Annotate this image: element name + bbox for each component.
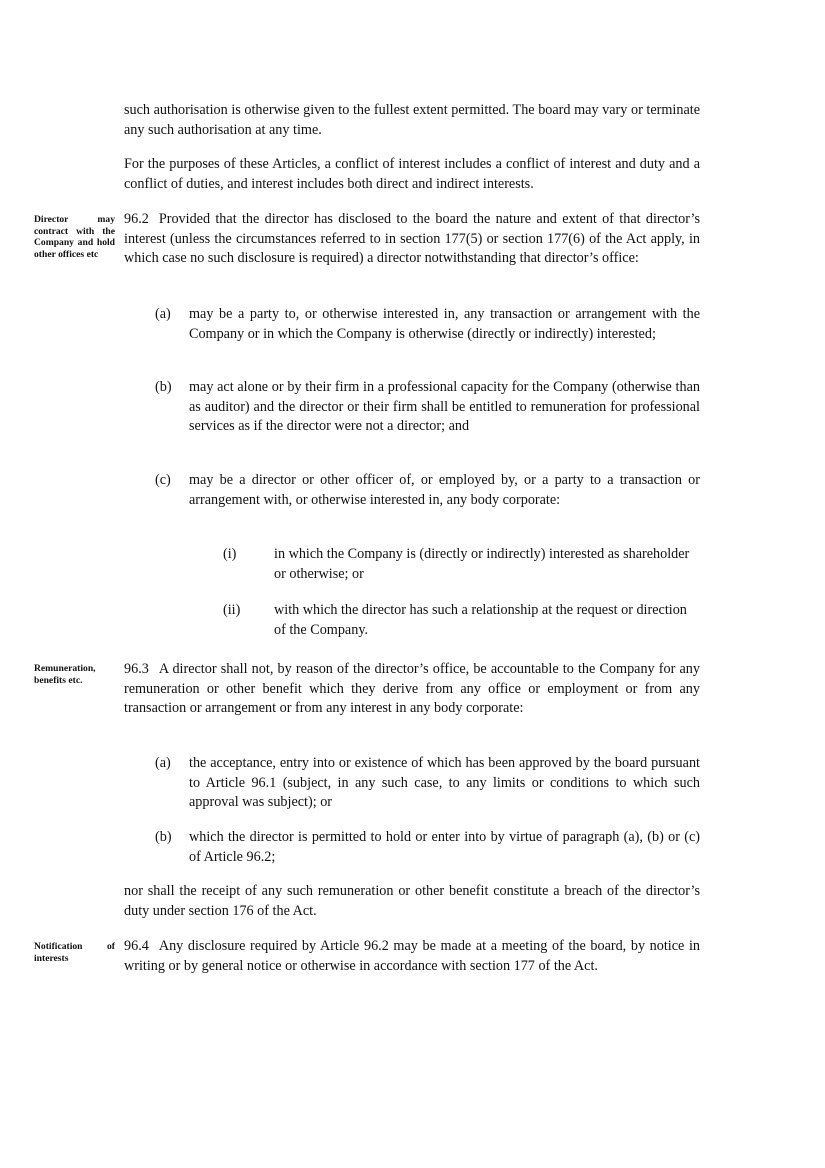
article-text: A director shall not, by reason of the director’s office, be accountable to the Company for any remuneration or other benefit which they derive from any office or employment or from any transaction or arrangement or from any interest in any body corporate: [124, 661, 700, 717]
list-item [124, 305, 700, 344]
list-item [124, 471, 700, 510]
item-label: (b) [155, 379, 172, 395]
sub-item-label: (i) [223, 546, 237, 562]
list-item [124, 828, 700, 867]
margin-heading-96-4: Notification of interests [34, 941, 115, 964]
paragraph-closing-96-3: nor shall the receipt of any such remuneration or other benefit constitute a breach of the director’s duty under section 176 of the Act. [124, 883, 700, 919]
article-text: Provided that the director has disclosed to the board the nature and extent of that director’s interest (unless the circumstances referred to in section 177(5) or section 177(6) of the Act apply, in which case no such disclosure is required) a director notwithstanding that director’s office: [124, 211, 700, 267]
paragraph-conflict-definition: For the purposes of these Articles, a conflict of interest includes a conflict of interest and duty and a conflict of duties, and interest includes both direct and indirect interests. [124, 156, 700, 192]
sub-list-item [124, 545, 700, 584]
article-96-3 [124, 660, 700, 719]
sub-item-text: in which the Company is (directly or indirectly) interested as shareholder or otherwise; or [274, 546, 690, 582]
margin-heading-96-2: Director may contract with the Company and hold other offices etc [34, 214, 115, 260]
sub-item-text: with which the director has such a relationship at the request or direction of the Company. [274, 602, 687, 638]
article-text: Any disclosure required by Article 96.2 may be made at a meeting of the board, by notice in writing or by general notice or otherwise in accordance with section 177 of the Act. [124, 938, 700, 974]
paragraph-authorisation: such authorisation is otherwise given to the fullest extent permitted. The board may vary or terminate any such authorisation at any time. [124, 102, 700, 138]
sub-list-item [124, 601, 700, 640]
article-number: 96.4 [124, 938, 149, 954]
list-item [124, 378, 700, 437]
item-text: the acceptance, entry into or existence of which has been approved by the board pursuant to Article 96.1 (subject, in any such case, to any limits or conditions to which such approval was subject); or [189, 755, 700, 811]
article-96-4 [124, 937, 700, 976]
article-number: 96.3 [124, 661, 149, 677]
item-text: which the director is permitted to hold or enter into by virtue of paragraph (a), (b) or (c) of Article 96.2; [189, 829, 700, 865]
article-96-2 [124, 210, 700, 269]
item-label: (a) [155, 755, 171, 771]
item-text: may be a director or other officer of, or employed by, or a party to a transaction or arrangement with, or otherwise interested in, any body corporate: [189, 472, 700, 508]
margin-heading-96-3: Remuneration, benefits etc. [34, 663, 96, 686]
item-label: (b) [155, 829, 172, 845]
article-number: 96.2 [124, 211, 149, 227]
item-text: may be a party to, or otherwise interested in, any transaction or arrangement with the Company or in which the Company is otherwise (directly or indirectly) interested; [189, 306, 700, 342]
list-item [124, 754, 700, 813]
item-label: (a) [155, 306, 171, 322]
item-text: may act alone or by their firm in a professional capacity for the Company (otherwise than as auditor) and the director or their firm shall be entitled to remuneration for professional services as if the director were not a director; and [189, 379, 700, 435]
item-label: (c) [155, 472, 171, 488]
sub-item-label: (ii) [223, 602, 241, 618]
